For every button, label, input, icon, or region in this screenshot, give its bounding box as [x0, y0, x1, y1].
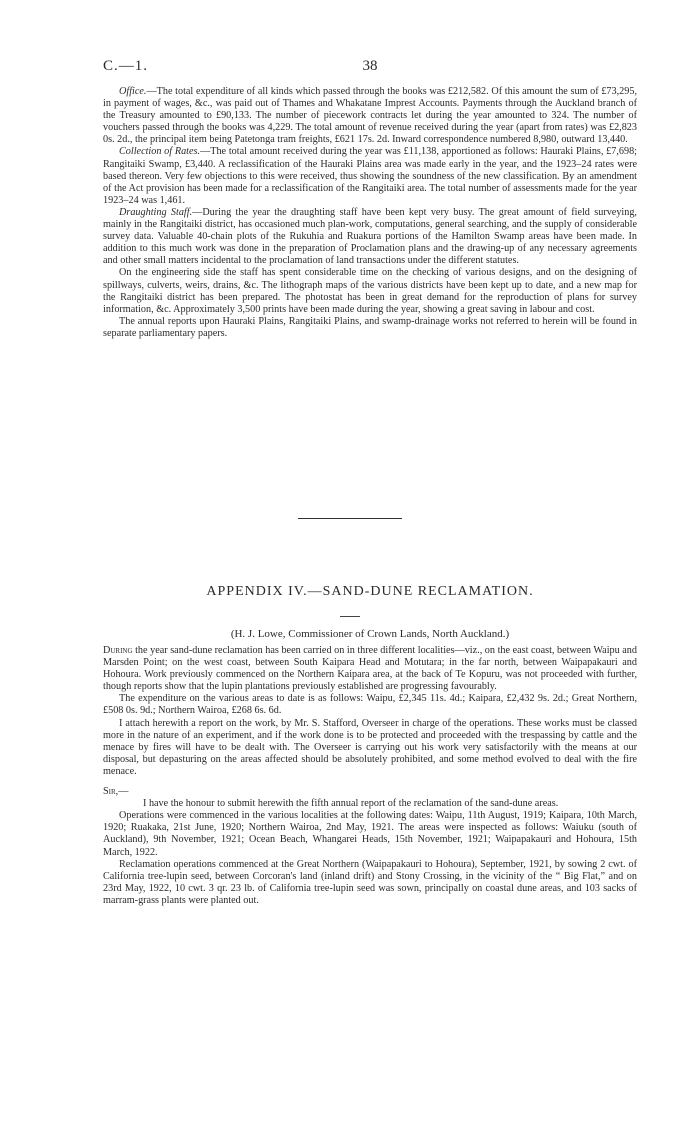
page-header	[103, 58, 637, 78]
office-text: —The total expenditure of all kinds which passed through the books was £212,582. Of this amount the sum of £73,295, in payment of wages, &c., was paid out of Thames and Whakatane Imprest Accounts. Payments through the Auckland branch of the Treasury amounted to £90,133. The number of piecework contracts let during the year amounted to 324. The number of vouchers passed through the books was 4,229. The total amount of revenue received during the year (apart from rates) was £2,823 0s. 2d., the principal item being Patetonga tram freights, £621 17s. 2d. Inward correspondence numbered 8,980, outward 13,440.	[103, 86, 637, 146]
salutation: Sir,—	[103, 786, 129, 798]
office-paragraph	[103, 86, 637, 146]
attach-paragraph: I attach herewith a report on the work, by Mr. S. Stafford, Overseer in charge of the operations. These works must be classed more in the nature of an experiment, and if the work done is to be protected and proceeded with the trespassing by cattle and the menace by fires will have to be dealt with. The Overseer is carrying out his work very satisfactorily with the means at our disposal, but depasturing on the areas affected should be absolutely prohibited, and some method evolved to deal with the fire menace.	[103, 717, 637, 777]
expenditure-paragraph: The expenditure on the various areas to date is as follows: Waipu, £2,345 11s. 4d.; Kaipara, £2,432 9s. 2d.; Great Northern, £508 0s. 9d.; Northern Wairoa, £268 6s. 6d.	[103, 693, 637, 717]
draughting-paragraph	[103, 207, 637, 267]
draughting-heading: Draughting Staff.	[119, 206, 193, 218]
honour-paragraph: I have the honour to submit herewith the fifth annual report of the reclamation of the sand-dune areas.	[143, 798, 559, 810]
page-number: 38	[362, 58, 378, 74]
appendix-subtitle: (H. J. Lowe, Commissioner of Crown Lands, North Auckland.)	[230, 628, 510, 640]
during-dropcap: During	[103, 645, 133, 656]
appendix-title: APPENDIX IV.—SAND-DUNE RECLAMATION.	[206, 584, 534, 599]
reports-paragraph: The annual reports upon Hauraki Plains, Rangitaiki Plains, and swamp-drainage works not referred to herein will be found in separate parliamentary papers.	[103, 315, 637, 339]
appendix-body	[103, 645, 637, 907]
engineering-paragraph: On the engineering side the staff has spent considerable time on the checking of various designs, and on the designing of spillways, culverts, weirs, drains, &c. The lithograph maps of the various districts have been kept up to date, and a new map for the Rangitaiki district has been prepared. The photostat has been in great demand for the reproduction of plans for survey information, &c. Approximately 3,500 prints have been made during the year, showing a great saving in labour and cost.	[103, 267, 637, 315]
during-paragraph	[103, 645, 637, 693]
rates-heading: Collection of Rates.	[119, 146, 201, 158]
during-text: the year sand-dune reclamation has been carried on in three different localities—viz., on the east coast, between Waipu and Marsden Point; on the west coast, between South Kaipara Head and Motutara; in the far north, between Waipapakauri and Hohoura. Work previously commenced on the Northern Kaipara area, at the back of Te Kopuru, was not proceeded with further, though reports show that the lupin plantations previously established are progressing favourably.	[103, 645, 637, 693]
office-heading: Office.	[119, 86, 147, 97]
operations-paragraph: Operations were commenced in the various localities at the following dates: Waipu, 11th August, 1919; Kaipara, 10th March, 1920; Ruakaka, 21st June, 1920; Northern Wairoa, 2nd May, 1921. The areas were inspected as follows: Waiuku (south of Auckland), 9th November, 1921; Ocean Beach, Whangarei Heads, 15th November, 1921; Waipapakauri and Hohoura, 15th March, 1922.	[103, 810, 637, 858]
section-divider	[298, 518, 402, 519]
top-section	[103, 86, 637, 340]
rates-text: —The total amount received during the year was £11,138, apportioned as follows: Hauraki Plains, £7,698; Rangitaiki Swamp, £3,440. A reclassification of the Hauraki Plains area was made early in the year, and the 1923–24 rates were based thereon. Very few objections to this were received, thus showing the soundness of the new classification. By an amendment of the Act provision has been made for a reclassification of the Rangitaiki area. The total number of assessments made for the year 1923–24 was 1,461.	[103, 146, 638, 206]
report-code: C.—1.	[103, 58, 149, 74]
title-rule	[340, 616, 360, 617]
rates-paragraph	[103, 146, 637, 206]
reclamation-paragraph: Reclamation operations commenced at the Great Northern (Waipapakauri to Hohoura), September, 1921, by sowing 2 cwt. of California tree-lupin seed, between Corcoran's land (inland drift) and Stony Crossing, in the vicinity of the “ Big Flat,” and on 23rd May, 1922, 10 cwt. 3 qr. 23 lb. of California tree-lupin seed was sown, principally on coastal dune areas, and 103 sacks of marram-grass plants were planted out.	[103, 858, 637, 906]
draughting-text: —During the year the draughting staff have been kept very busy. The great amount of field surveying, mainly in the Rangitaiki district, has occasioned much plan-work, computations, general searching, and the supply of considerable survey data. Valuable 40-chain plots of the Rukuhia and Ruakura portions of the Hamilton Swamp areas have been made. In addition to this much work was done in the preparation of Proclamation plans and the drawing-up of any necessary agreements and other small matters incidental to the proclamation of land transactions under the different statutes.	[103, 206, 637, 267]
